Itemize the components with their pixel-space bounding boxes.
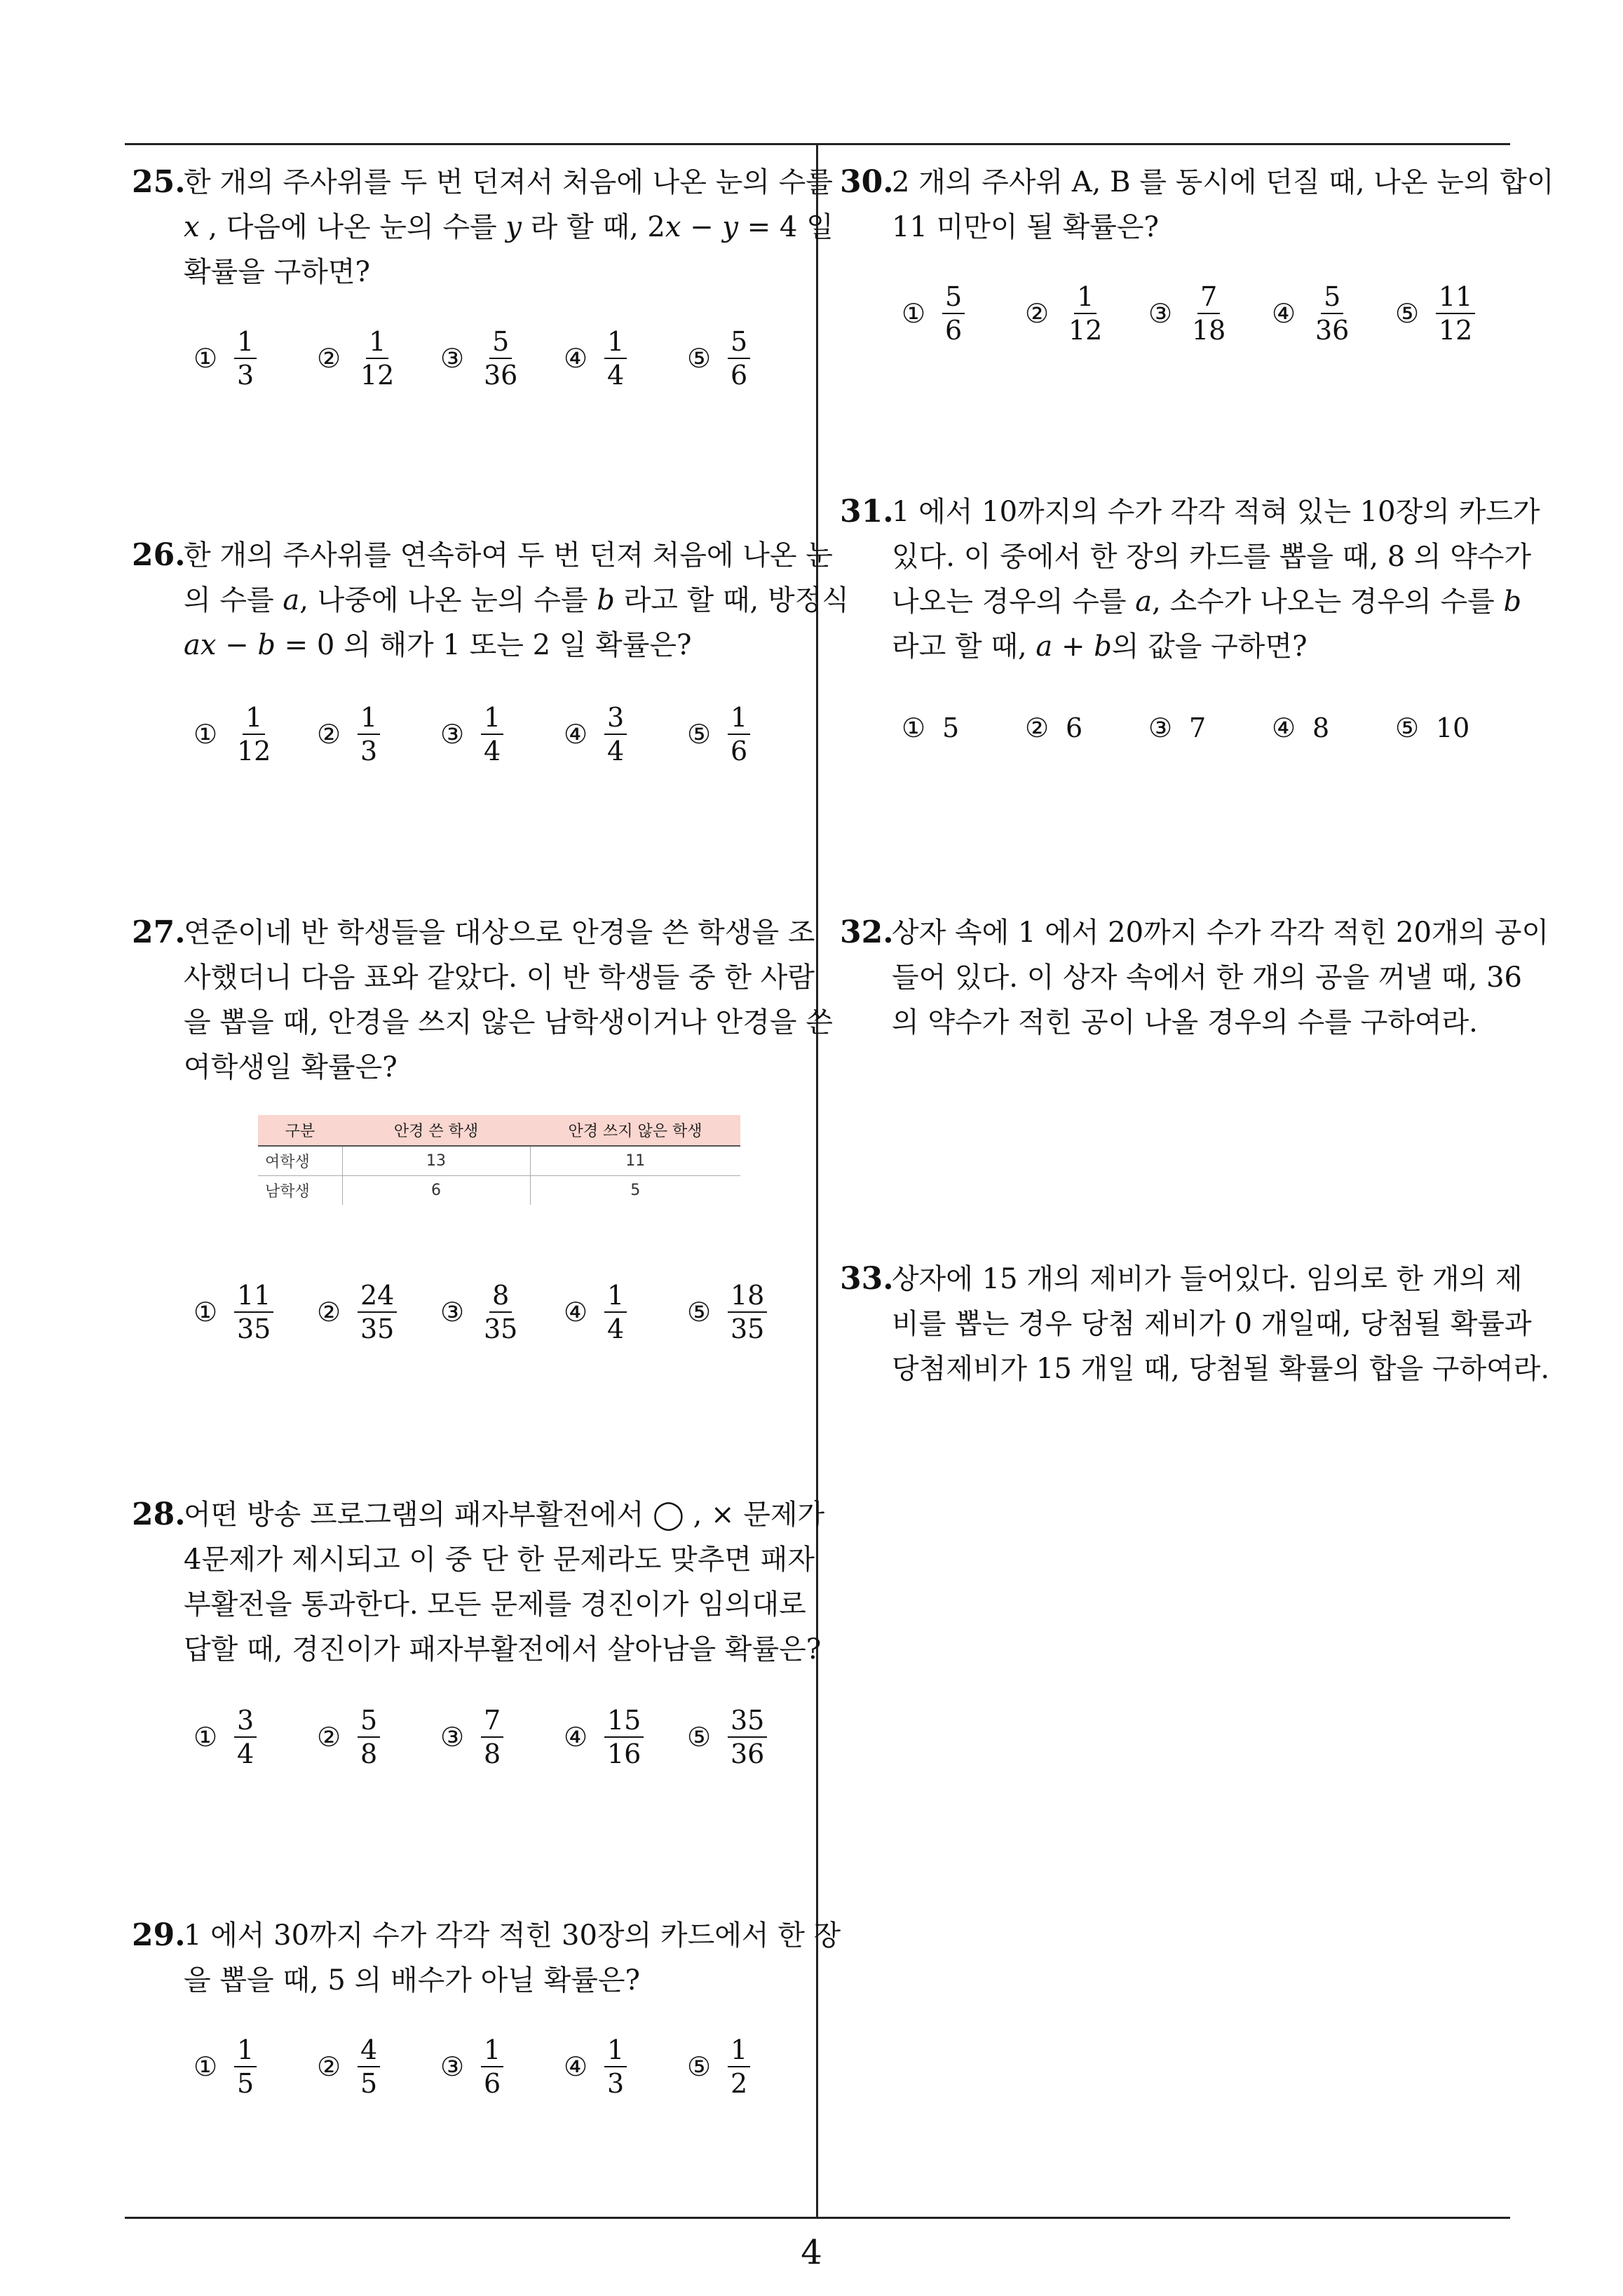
numerator: 8 <box>489 1279 512 1313</box>
choices-26 <box>193 701 810 767</box>
choices-30 <box>902 281 1519 346</box>
column-divider <box>816 143 818 2218</box>
problem-text-line: 2 개의 주사위 A, B 를 동시에 던질 때, 나온 눈의 합이 <box>892 166 1554 198</box>
fraction <box>358 2034 380 2100</box>
denominator: 5 <box>360 2068 378 2099</box>
problem-27 <box>132 910 833 1090</box>
numerator: 1 <box>604 325 627 359</box>
choice-number: ④ <box>564 1722 588 1753</box>
choice-number: ⑤ <box>687 2051 712 2082</box>
denominator: 12 <box>237 736 271 767</box>
answer-choice[interactable] <box>687 325 810 391</box>
table-row <box>258 1146 740 1176</box>
numerator: 1 <box>243 701 265 735</box>
answer-choice[interactable] <box>193 2034 317 2100</box>
fraction <box>481 2034 503 2100</box>
numerator: 1 <box>234 325 257 359</box>
problem-text-line: 한 개의 주사위를 연속하여 두 번 던져 처음에 나온 눈 <box>184 539 833 572</box>
problem-number: 31. <box>840 494 894 529</box>
denominator: 4 <box>607 736 625 767</box>
answer-choice[interactable] <box>687 2034 810 2100</box>
answer-choice[interactable] <box>564 325 687 391</box>
numerator: 5 <box>728 325 750 359</box>
problem-text-line: 𝑥 , 다음에 나온 눈의 수를 𝑦 라 할 때, 2𝑥 − 𝑦 = 4 일 <box>184 211 834 243</box>
fraction <box>1066 281 1105 346</box>
problem-text-line: 의 약수가 적힌 공이 나올 경우의 수를 구하여라. <box>892 1006 1478 1039</box>
problem-text-line: 있다. 이 중에서 한 장의 카드를 뽑을 때, 8 의 약수가 <box>892 541 1532 573</box>
choice-number: ④ <box>564 1297 588 1328</box>
answer-choice[interactable] <box>440 2034 564 2100</box>
problem-31 <box>840 489 1540 669</box>
answer-choice[interactable] <box>193 325 317 391</box>
problem-32 <box>840 910 1549 1045</box>
numerator: 1 <box>604 1279 627 1313</box>
problem-33 <box>840 1257 1549 1391</box>
answer-choice[interactable] <box>564 1279 687 1345</box>
choice-number: ① <box>193 1722 218 1753</box>
fraction <box>234 2034 257 2100</box>
answer-choice[interactable] <box>564 1704 687 1770</box>
choice-number: ② <box>317 343 341 374</box>
fraction <box>1189 281 1228 346</box>
fraction <box>358 701 380 767</box>
choice-number: ① <box>193 343 218 374</box>
numerator: 1 <box>358 701 380 735</box>
numerator: 11 <box>234 1279 273 1313</box>
problem-number: 28. <box>132 1497 186 1532</box>
denominator: 6 <box>731 736 748 767</box>
numerator: 1 <box>728 2034 750 2067</box>
answer-choice[interactable] <box>564 2034 687 2100</box>
problem-28 <box>132 1492 824 1672</box>
denominator: 4 <box>484 736 501 767</box>
fraction <box>358 1704 380 1770</box>
fraction <box>481 701 503 767</box>
answer-choice[interactable] <box>1148 713 1272 743</box>
fraction <box>728 1704 767 1770</box>
answer-choice[interactable] <box>1272 713 1395 743</box>
denominator: 8 <box>484 1738 501 1769</box>
numerator: 1 <box>234 2034 257 2067</box>
problem-text-line: 상자에 15 개의 제비가 들어있다. 임의로 한 개의 제 <box>892 1263 1523 1295</box>
numerator: 1 <box>604 2034 627 2067</box>
denominator: 3 <box>607 2068 625 2099</box>
denominator: 5 <box>237 2068 254 2099</box>
fraction <box>234 701 273 767</box>
problem-text-line: 라고 할 때, 𝑎 + 𝑏의 값을 구하면? <box>892 630 1308 663</box>
answer-choice[interactable] <box>193 1704 317 1770</box>
problem-text-line: 11 미만이 될 확률은? <box>892 211 1159 243</box>
choice-number: ③ <box>440 1297 465 1328</box>
fraction <box>481 1279 520 1345</box>
problem-text-line: 사했더니 다음 표와 같았다. 이 반 학생들 중 한 사람 <box>184 961 815 994</box>
choice-number: ④ <box>564 343 588 374</box>
numerator: 35 <box>728 1704 767 1738</box>
fraction <box>604 325 627 391</box>
fraction <box>234 1279 273 1345</box>
choice-number: ⑤ <box>687 343 712 374</box>
answer-choice[interactable] <box>1148 281 1272 346</box>
choice-number: ② <box>1025 713 1050 743</box>
denominator: 16 <box>607 1738 641 1769</box>
fraction <box>728 2034 750 2100</box>
numerator: 3 <box>604 701 627 735</box>
problem-text-line: 상자 속에 1 에서 20까지 수가 각각 적힌 20개의 공이 <box>892 917 1549 949</box>
choices-25 <box>193 325 810 391</box>
problem-30 <box>840 160 1554 250</box>
table-header: 구분 <box>258 1115 342 1146</box>
table-cell: 13 <box>342 1146 530 1176</box>
fraction <box>604 1704 644 1770</box>
answer-choice[interactable] <box>1025 713 1148 743</box>
numerator: 1 <box>366 325 388 359</box>
problem-text-line: 1 에서 10까지의 수가 각각 적혀 있는 10장의 카드가 <box>892 496 1540 528</box>
choices-31 <box>902 713 1519 743</box>
problem-25 <box>132 160 834 295</box>
problem-text-line: 부활전을 통과한다. 모든 문제를 경진이가 임의대로 <box>184 1588 806 1621</box>
numerator: 11 <box>1436 281 1475 314</box>
choice-number: ② <box>317 1297 341 1328</box>
fraction <box>1436 281 1475 346</box>
page-number: 4 <box>801 2233 822 2272</box>
choice-number: ③ <box>440 719 465 750</box>
choices-29 <box>193 2034 810 2100</box>
choice-number: ③ <box>440 2051 465 2082</box>
choice-number: ② <box>317 1722 341 1753</box>
problem-text-line: 의 수를 𝑎, 나중에 나온 눈의 수를 𝑏 라고 할 때, 방정식 <box>184 584 849 616</box>
fraction <box>358 1279 397 1345</box>
choice-number: ③ <box>1148 713 1173 743</box>
answer-choice[interactable] <box>193 1279 317 1345</box>
numerator: 7 <box>481 1704 503 1738</box>
glasses-survey-table <box>258 1115 740 1205</box>
choice-value: 8 <box>1312 713 1330 743</box>
fraction <box>728 1279 767 1345</box>
bottom-rule <box>125 2217 1510 2219</box>
fraction <box>234 325 257 391</box>
denominator: 4 <box>607 360 625 391</box>
choice-number: ④ <box>1272 713 1296 743</box>
problem-number: 33. <box>840 1261 894 1297</box>
answer-choice[interactable] <box>440 701 564 767</box>
denominator: 12 <box>1439 315 1473 346</box>
problem-text-line: 어떤 방송 프로그램의 패자부활전에서 ◯ , × 문제가 <box>184 1499 825 1531</box>
table-row <box>258 1176 740 1206</box>
choice-number: ⑤ <box>1395 298 1420 329</box>
choice-number: ② <box>317 2051 341 2082</box>
answer-choice[interactable] <box>1025 281 1148 346</box>
answer-choice[interactable] <box>1395 713 1519 743</box>
problem-text-line: 1 에서 30까지 수가 각각 적힌 30장의 카드에서 한 장 <box>184 1919 841 1952</box>
answer-choice[interactable] <box>317 701 440 767</box>
answer-choice[interactable] <box>687 1704 810 1770</box>
numerator: 4 <box>358 2034 380 2067</box>
numerator: 5 <box>358 1704 380 1738</box>
choice-value: 7 <box>1189 713 1207 743</box>
problem-number: 26. <box>132 537 186 573</box>
problem-number: 25. <box>132 164 186 200</box>
choices-27 <box>193 1279 810 1345</box>
answer-choice[interactable] <box>440 325 564 391</box>
choice-number: ① <box>193 719 218 750</box>
denominator: 12 <box>360 360 395 391</box>
answer-choice[interactable] <box>902 713 1025 743</box>
choice-number: ② <box>1025 298 1050 329</box>
answer-choice[interactable] <box>1395 281 1519 346</box>
numerator: 5 <box>942 281 965 314</box>
problem-text-line: 비를 뽑는 경우 당첨 제비가 0 개일때, 당첨될 확률과 <box>892 1308 1532 1340</box>
answer-choice[interactable] <box>317 2034 440 2100</box>
problem-text-line: 여학생일 확률은? <box>184 1051 398 1083</box>
problem-text-line: 4문제가 제시되고 이 중 단 한 문제라도 맞추면 패자 <box>184 1544 815 1576</box>
choice-number: ① <box>193 2051 218 2082</box>
fraction <box>604 2034 627 2100</box>
answer-choice[interactable] <box>564 701 687 767</box>
problem-text-line: 𝑎𝑥 − 𝑏 = 0 의 해가 1 또는 2 일 확률은? <box>184 629 692 661</box>
table-header: 안경 쓴 학생 <box>342 1115 530 1146</box>
answer-choice[interactable] <box>440 1704 564 1770</box>
fraction <box>728 701 750 767</box>
denominator: 4 <box>607 1314 625 1344</box>
fraction <box>481 1704 503 1770</box>
problem-number: 27. <box>132 914 186 950</box>
problem-text-line: 나오는 경우의 수를 𝑎, 소수가 나오는 경우의 수를 𝑏 <box>892 586 1522 618</box>
denominator: 4 <box>237 1738 254 1769</box>
problem-text-line: 들어 있다. 이 상자 속에서 한 개의 공을 꺼낼 때, 36 <box>892 961 1522 994</box>
problem-text-line: 을 뽑을 때, 5 의 배수가 아닐 확률은? <box>184 1964 640 1997</box>
answer-choice[interactable] <box>317 1279 440 1345</box>
denominator: 35 <box>237 1314 271 1344</box>
fraction <box>604 701 627 767</box>
denominator: 8 <box>360 1738 378 1769</box>
numerator: 1 <box>1074 281 1096 314</box>
choice-number: ⑤ <box>687 719 712 750</box>
numerator: 7 <box>1197 281 1220 314</box>
problem-29 <box>132 1913 841 2003</box>
answer-choice[interactable] <box>193 701 317 767</box>
choice-number: ① <box>902 298 926 329</box>
numerator: 1 <box>481 701 503 735</box>
problem-number: 30. <box>840 164 894 200</box>
choice-number: ② <box>317 719 341 750</box>
denominator: 35 <box>360 1314 395 1344</box>
choice-number: ④ <box>564 719 588 750</box>
answer-choice[interactable] <box>440 1279 564 1345</box>
denominator: 18 <box>1192 315 1226 346</box>
table-cell: 남학생 <box>258 1176 342 1206</box>
choice-number: ① <box>902 713 926 743</box>
fraction <box>481 325 520 391</box>
table-header: 안경 쓰지 않은 학생 <box>530 1115 740 1146</box>
choice-number: ① <box>193 1297 218 1328</box>
table-cell: 5 <box>530 1176 740 1206</box>
problem-number: 32. <box>840 914 894 950</box>
denominator: 6 <box>945 315 963 346</box>
denominator: 35 <box>484 1314 518 1344</box>
denominator: 36 <box>731 1738 765 1769</box>
denominator: 6 <box>484 2068 501 2099</box>
denominator: 3 <box>237 360 254 391</box>
denominator: 12 <box>1068 315 1103 346</box>
numerator: 24 <box>358 1279 397 1313</box>
numerator: 1 <box>728 701 750 735</box>
numerator: 5 <box>489 325 512 359</box>
table-header-row <box>258 1115 740 1146</box>
choice-number: ④ <box>1272 298 1296 329</box>
choice-value: 10 <box>1436 713 1470 743</box>
numerator: 5 <box>1321 281 1343 314</box>
fraction <box>728 325 750 391</box>
problem-text-line: 답할 때, 경진이가 패자부활전에서 살아남을 확률은? <box>184 1633 822 1666</box>
table-cell: 6 <box>342 1176 530 1206</box>
denominator: 6 <box>731 360 748 391</box>
fraction <box>1312 281 1352 346</box>
answer-choice[interactable] <box>687 701 810 767</box>
answer-choice[interactable] <box>317 1704 440 1770</box>
table-cell: 11 <box>530 1146 740 1176</box>
numerator: 18 <box>728 1279 767 1313</box>
problem-number: 29. <box>132 1917 186 1953</box>
choices-28 <box>193 1704 810 1770</box>
choice-number: ③ <box>1148 298 1173 329</box>
choice-number: ⑤ <box>1395 713 1420 743</box>
fraction <box>604 1279 627 1345</box>
choice-number: ⑤ <box>687 1297 712 1328</box>
choice-value: 6 <box>1066 713 1083 743</box>
problem-text-line: 확률을 구하면? <box>184 256 370 288</box>
denominator: 2 <box>731 2068 748 2099</box>
denominator: 36 <box>484 360 518 391</box>
choice-value: 5 <box>942 713 960 743</box>
numerator: 15 <box>604 1704 644 1738</box>
problem-text-line: 을 뽑을 때, 안경을 쓰지 않은 남학생이거나 안경을 쓴 <box>184 1006 833 1039</box>
denominator: 35 <box>731 1314 765 1344</box>
answer-choice[interactable] <box>687 1279 810 1345</box>
answer-choice[interactable] <box>1272 281 1395 346</box>
numerator: 1 <box>481 2034 503 2067</box>
choice-number: ③ <box>440 343 465 374</box>
denominator: 36 <box>1315 315 1350 346</box>
choice-number: ⑤ <box>687 1722 712 1753</box>
problem-26 <box>132 533 849 668</box>
denominator: 3 <box>360 736 378 767</box>
problem-text-line: 연준이네 반 학생들을 대상으로 안경을 쓴 학생을 조 <box>184 917 815 949</box>
fraction <box>358 325 397 391</box>
problem-text-line: 당첨제비가 15 개일 때, 당첨될 확률의 합을 구하여라. <box>892 1353 1550 1385</box>
fraction <box>234 1704 257 1770</box>
choice-number: ④ <box>564 2051 588 2082</box>
table-cell: 여학생 <box>258 1146 342 1176</box>
numerator: 3 <box>234 1704 257 1738</box>
fraction <box>942 281 965 346</box>
answer-choice[interactable] <box>317 325 440 391</box>
answer-choice[interactable] <box>902 281 1025 346</box>
choice-number: ③ <box>440 1722 465 1753</box>
problem-text-line: 한 개의 주사위를 두 번 던져서 처음에 나온 눈의 수를 <box>184 166 833 198</box>
